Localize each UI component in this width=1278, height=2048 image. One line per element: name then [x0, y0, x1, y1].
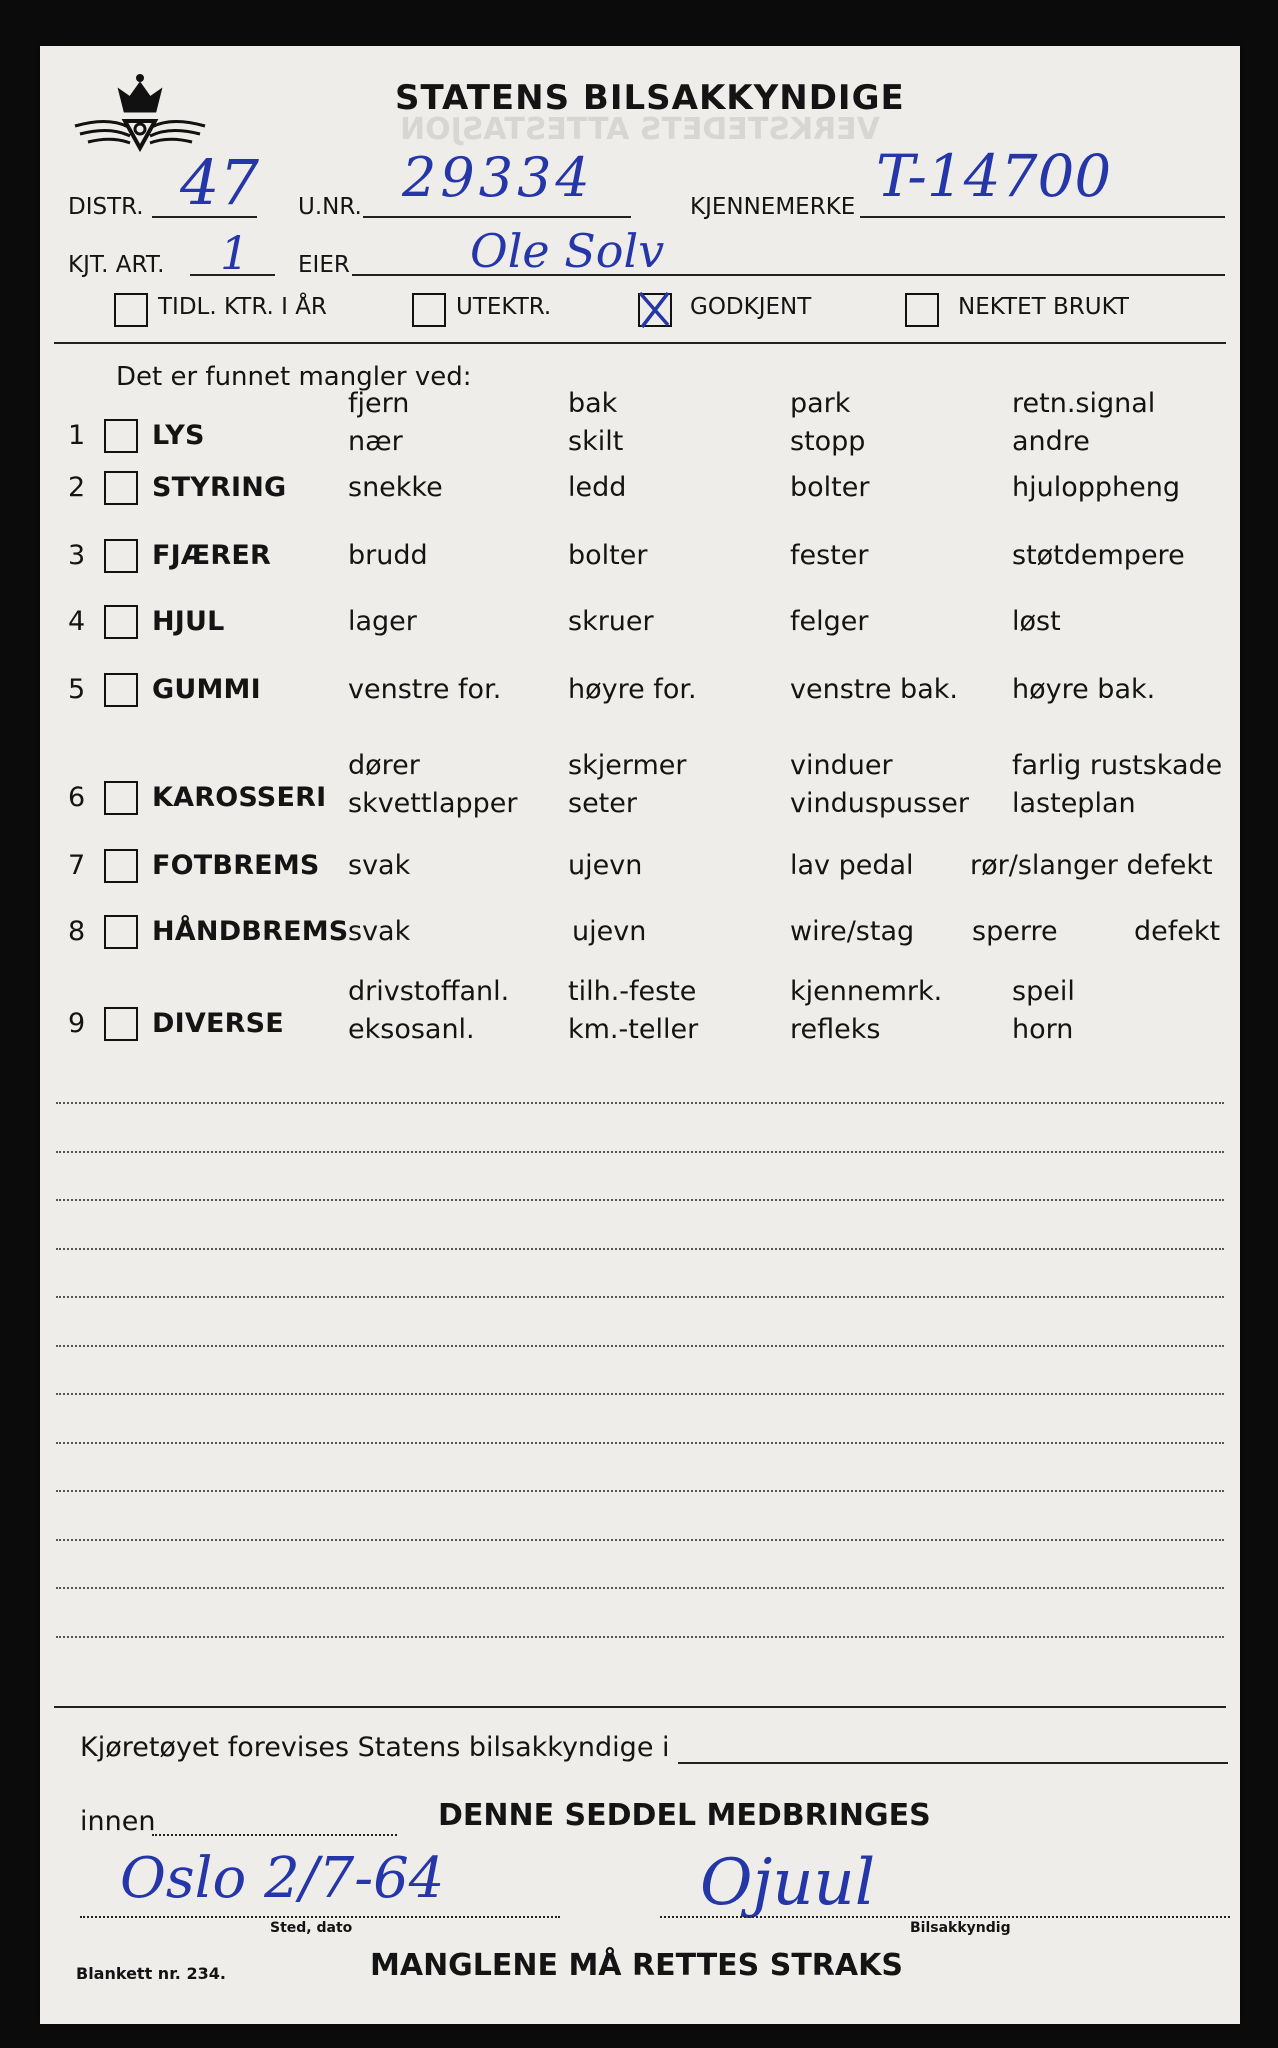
blankett-label: Blankett nr. 234. [76, 1964, 226, 1983]
defect-option: tilh.-feste [568, 976, 697, 1007]
place-date-line [80, 1916, 560, 1918]
defect-option: retn.signal [1012, 388, 1156, 419]
defect-row-number: 6 [68, 782, 86, 813]
section-heading: Det er funnet mangler ved: [116, 362, 472, 392]
defect-option: defekt [1134, 916, 1221, 947]
defect-option: bak [568, 388, 618, 419]
defect-option: felger [790, 606, 869, 637]
defect-option: svak [348, 850, 411, 881]
defect-option: fester [790, 540, 869, 571]
defect-option: venstre bak. [790, 674, 958, 705]
defect-option: km.-teller [568, 1014, 699, 1045]
defect-option: skilt [568, 426, 624, 457]
defect-option: kjennemrk. [790, 976, 943, 1007]
defect-option: lager [348, 606, 417, 637]
signature-line [660, 1916, 1230, 1918]
defect-option: seter [568, 788, 637, 819]
defect-option: dører [348, 750, 420, 781]
distr-value: 47 [180, 146, 259, 219]
defect-option: speil [1012, 976, 1075, 1007]
defect-category-label: DIVERSE [152, 1008, 284, 1039]
distr-label: DISTR. [68, 194, 144, 220]
final-notice: MANGLENE MÅ RETTES STRAKS [370, 1948, 903, 1983]
innen-line [152, 1834, 397, 1836]
defect-option: høyre for. [568, 674, 697, 705]
defect-option: bolter [790, 472, 870, 503]
defect-row-number: 5 [68, 674, 86, 705]
defect-checkbox[interactable] [104, 915, 138, 949]
defect-option: nær [348, 426, 403, 457]
defect-option: horn [1012, 1014, 1074, 1045]
defect-option: brudd [348, 540, 428, 571]
defect-checkbox[interactable] [104, 673, 138, 707]
defect-checkbox[interactable] [104, 539, 138, 573]
defect-option: sperre [972, 916, 1058, 947]
tidl-ktr-label: TIDL. KTR. I ÅR [158, 294, 327, 320]
defect-option: støtdempere [1012, 540, 1185, 571]
defect-category-label: GUMMI [152, 674, 261, 705]
defect-category-label: FOTBREMS [152, 850, 320, 881]
kjennemerke-value: T-14700 [876, 142, 1112, 210]
defect-option: ujevn [568, 850, 643, 881]
notes-dotted-line [56, 1345, 1224, 1347]
inspection-form [40, 46, 1240, 2024]
notes-dotted-line [56, 1151, 1224, 1153]
defect-option: wire/stag [790, 916, 915, 947]
defect-option: rør/slanger defekt [970, 850, 1213, 881]
defect-option: skvettlapper [348, 788, 518, 819]
header-divider [54, 342, 1226, 344]
defect-category-label: FJÆRER [152, 540, 272, 571]
innen-label: innen [80, 1806, 156, 1837]
notes-dotted-line [56, 1102, 1224, 1104]
notes-dotted-line [56, 1587, 1224, 1589]
notes-dotted-line [56, 1490, 1224, 1492]
notes-dotted-line [56, 1296, 1224, 1298]
defect-row-number: 2 [68, 472, 86, 503]
nektet-brukt-checkbox[interactable] [905, 293, 939, 327]
godkjent-checkbox[interactable] [638, 293, 672, 327]
defect-category-label: STYRING [152, 472, 287, 503]
defect-row-number: 8 [68, 916, 86, 947]
defect-checkbox[interactable] [104, 605, 138, 639]
defect-category-label: LYS [152, 420, 205, 451]
defect-option: lav pedal [790, 850, 914, 881]
kjennemerke-label: KJENNEMERKE [690, 194, 856, 220]
bring-notice: DENNE SEDDEL MEDBRINGES [438, 1798, 931, 1833]
defect-checkbox[interactable] [104, 419, 138, 453]
defect-option: ledd [568, 472, 627, 503]
defect-option: andre [1012, 426, 1090, 457]
defect-option: snekke [348, 472, 443, 503]
defect-checkbox[interactable] [104, 781, 138, 815]
unr-line [363, 216, 631, 218]
defect-option: hjuloppheng [1012, 472, 1180, 503]
sted-dato-label: Sted, dato [270, 1920, 353, 1936]
notes-dotted-line [56, 1393, 1224, 1395]
defect-option: skruer [568, 606, 654, 637]
defect-category-label: KAROSSERI [152, 782, 327, 813]
eier-value: Ole Solv [470, 224, 665, 278]
defect-checkbox[interactable] [104, 471, 138, 505]
signature-handwritten: Ojuul [700, 1846, 876, 1920]
eier-label: EIER [298, 252, 350, 278]
bilsakkyndig-label: Bilsakkyndig [910, 1920, 1011, 1936]
defect-option: farlig rustskade [1012, 750, 1223, 781]
presented-text: Kjøretøyet forevises Statens bilsakkyndige i [80, 1732, 670, 1763]
ghost-title: VERKSTEDETS ATTESTASJON [400, 112, 880, 147]
nektet-brukt-label: NEKTET BRUKT [958, 294, 1129, 320]
defect-category-label: HÅNDBREMS [152, 916, 349, 947]
kjt-art-label: KJT. ART. [68, 252, 165, 278]
defect-option: refleks [790, 1014, 881, 1045]
checkmark-x-icon [637, 289, 671, 329]
defect-option: stopp [790, 426, 866, 457]
godkjent-label: GODKJENT [690, 294, 812, 320]
defect-option: lasteplan [1012, 788, 1136, 819]
notes-dotted-line [56, 1248, 1224, 1250]
defect-option: venstre for. [348, 674, 502, 705]
defect-category-label: HJUL [152, 606, 225, 637]
tidl-ktr-checkbox[interactable] [114, 293, 148, 327]
defect-option: fjern [348, 388, 410, 419]
defect-row-number: 1 [68, 420, 86, 451]
defect-row-number: 7 [68, 850, 86, 881]
defect-option: løst [1012, 606, 1061, 637]
defect-option: bolter [568, 540, 648, 571]
kjt-art-value: 1 [220, 226, 250, 280]
notes-dotted-line [56, 1199, 1224, 1201]
defect-option: høyre bak. [1012, 674, 1156, 705]
defect-row-number: 9 [68, 1008, 86, 1039]
unr-label: U.NR. [298, 194, 362, 220]
defect-row-number: 4 [68, 606, 86, 637]
utektr-checkbox[interactable] [412, 293, 446, 327]
notes-divider [54, 1706, 1226, 1708]
notes-dotted-line [56, 1636, 1224, 1638]
defect-option: ujevn [572, 916, 647, 947]
defect-row-number: 3 [68, 540, 86, 571]
unr-value: 29334 [402, 146, 594, 209]
defect-option: vinduer [790, 750, 893, 781]
defect-option: svak [348, 916, 411, 947]
presented-line [678, 1762, 1228, 1764]
defect-option: drivstoffanl. [348, 976, 510, 1007]
notes-dotted-line [56, 1442, 1224, 1444]
notes-dotted-line [56, 1539, 1224, 1541]
utektr-label: UTEKTR. [456, 294, 552, 320]
defect-option: vinduspusser [790, 788, 970, 819]
defect-option: eksosanl. [348, 1014, 475, 1045]
defect-option: park [790, 388, 851, 419]
place-date-handwritten: Oslo 2/7-64 [120, 1846, 445, 1911]
form-title: STATENS BILSAKKYNDIGE [395, 78, 905, 118]
kjennemerke-line [860, 216, 1225, 218]
defect-checkbox[interactable] [104, 1007, 138, 1041]
defect-option: skjermer [568, 750, 687, 781]
defect-checkbox[interactable] [104, 849, 138, 883]
